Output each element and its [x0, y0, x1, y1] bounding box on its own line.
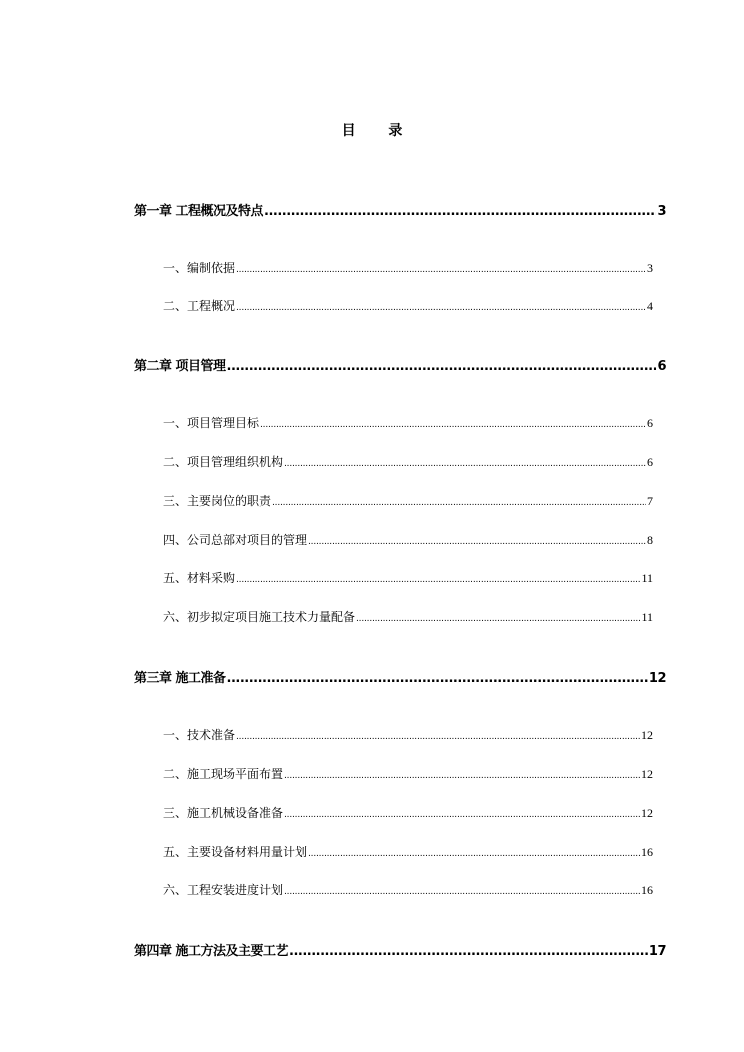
dot-leader: [264, 204, 656, 219]
toc-entry-page: 11: [641, 610, 653, 624]
dot-leader: [308, 849, 640, 859]
toc-entry-page: 12: [648, 671, 666, 686]
toc-entry-page: 3: [657, 204, 666, 219]
toc-entry-section[interactable]: [163, 726, 653, 743]
toc-entry-chapter-4[interactable]: [134, 940, 666, 959]
toc-entry-page: 6: [647, 455, 653, 469]
dot-leader: [227, 359, 657, 374]
toc-entry-section[interactable]: [163, 804, 653, 821]
dot-leader: [308, 537, 646, 547]
dot-leader: [236, 575, 640, 585]
toc-entry-chapter-2[interactable]: [134, 355, 666, 374]
toc-entry-label: 第三章 施工准备: [134, 671, 226, 686]
toc-title: 目 录: [341, 123, 417, 139]
toc-entry-section[interactable]: [163, 414, 653, 431]
toc-entry-page: 16: [641, 883, 653, 897]
toc-entry-page: 4: [647, 299, 653, 313]
toc-entry-section[interactable]: [163, 843, 653, 860]
toc-entry-section[interactable]: [163, 453, 653, 470]
toc-entry-label: 六、工程安装进度计划: [163, 883, 284, 897]
toc-entry-page: 17: [648, 944, 666, 959]
toc-entry-page: 8: [647, 533, 653, 547]
toc-entry-label: 一、编制依据: [163, 261, 236, 275]
toc-entry-page: 7: [647, 494, 653, 508]
dot-leader: [236, 732, 640, 742]
toc-entry-page: 16: [641, 845, 653, 859]
toc-entry-page: 12: [641, 806, 653, 820]
dot-leader: [260, 420, 646, 430]
toc-entry-section[interactable]: [163, 492, 653, 509]
toc-entry-label: 二、项目管理组织机构: [163, 455, 284, 469]
dot-leader: [284, 771, 640, 781]
toc-entry-label: 三、主要岗位的职责: [163, 494, 272, 508]
toc-entry-label: 二、施工现场平面布置: [163, 767, 284, 781]
dot-leader: [236, 265, 646, 275]
dot-leader: [284, 459, 646, 469]
toc-entry-section[interactable]: [163, 881, 653, 898]
toc-entry-page: 12: [641, 728, 653, 742]
toc-entry-label: 一、项目管理目标: [163, 416, 260, 430]
toc-entry-label: 第四章 施工方法及主要工艺: [134, 944, 289, 959]
toc-entry-section[interactable]: [163, 569, 653, 586]
dot-leader: [236, 303, 646, 313]
toc-entry-label: 第一章 工程概况及特点: [134, 204, 264, 219]
dot-leader: [284, 810, 640, 820]
toc-entry-page: 6: [647, 416, 653, 430]
dot-leader: [289, 944, 648, 959]
toc-entry-label: 五、主要设备材料用量计划: [163, 845, 308, 859]
toc-entry-section[interactable]: [163, 531, 653, 548]
toc-entry-label: 六、初步拟定项目施工技术力量配备: [163, 610, 356, 624]
dot-leader: [284, 887, 640, 897]
dot-leader: [356, 614, 640, 624]
toc-entry-label: 四、公司总部对项目的管理: [163, 533, 308, 547]
toc-entry-page: 11: [641, 571, 653, 585]
toc-entry-label: 第二章 项目管理: [134, 359, 226, 374]
dot-leader: [272, 498, 646, 508]
toc-entry-page: 12: [641, 767, 653, 781]
toc-entry-section[interactable]: [163, 297, 653, 314]
toc-entry-label: 一、技术准备: [163, 728, 236, 742]
toc-entry-section[interactable]: [163, 608, 653, 625]
toc-entry-label: 五、材料采购: [163, 571, 236, 585]
toc-entry-page: 6: [657, 359, 666, 374]
toc-entry-chapter-3[interactable]: [134, 667, 666, 686]
toc-entry-section[interactable]: [163, 259, 653, 276]
toc-entry-section[interactable]: [163, 765, 653, 782]
toc-entry-page: 3: [647, 261, 653, 275]
toc-entry-label: 三、施工机械设备准备: [163, 806, 284, 820]
toc-entry-label: 二、工程概况: [163, 299, 236, 313]
toc-entry-chapter-1[interactable]: [134, 200, 666, 219]
dot-leader: [227, 671, 648, 686]
